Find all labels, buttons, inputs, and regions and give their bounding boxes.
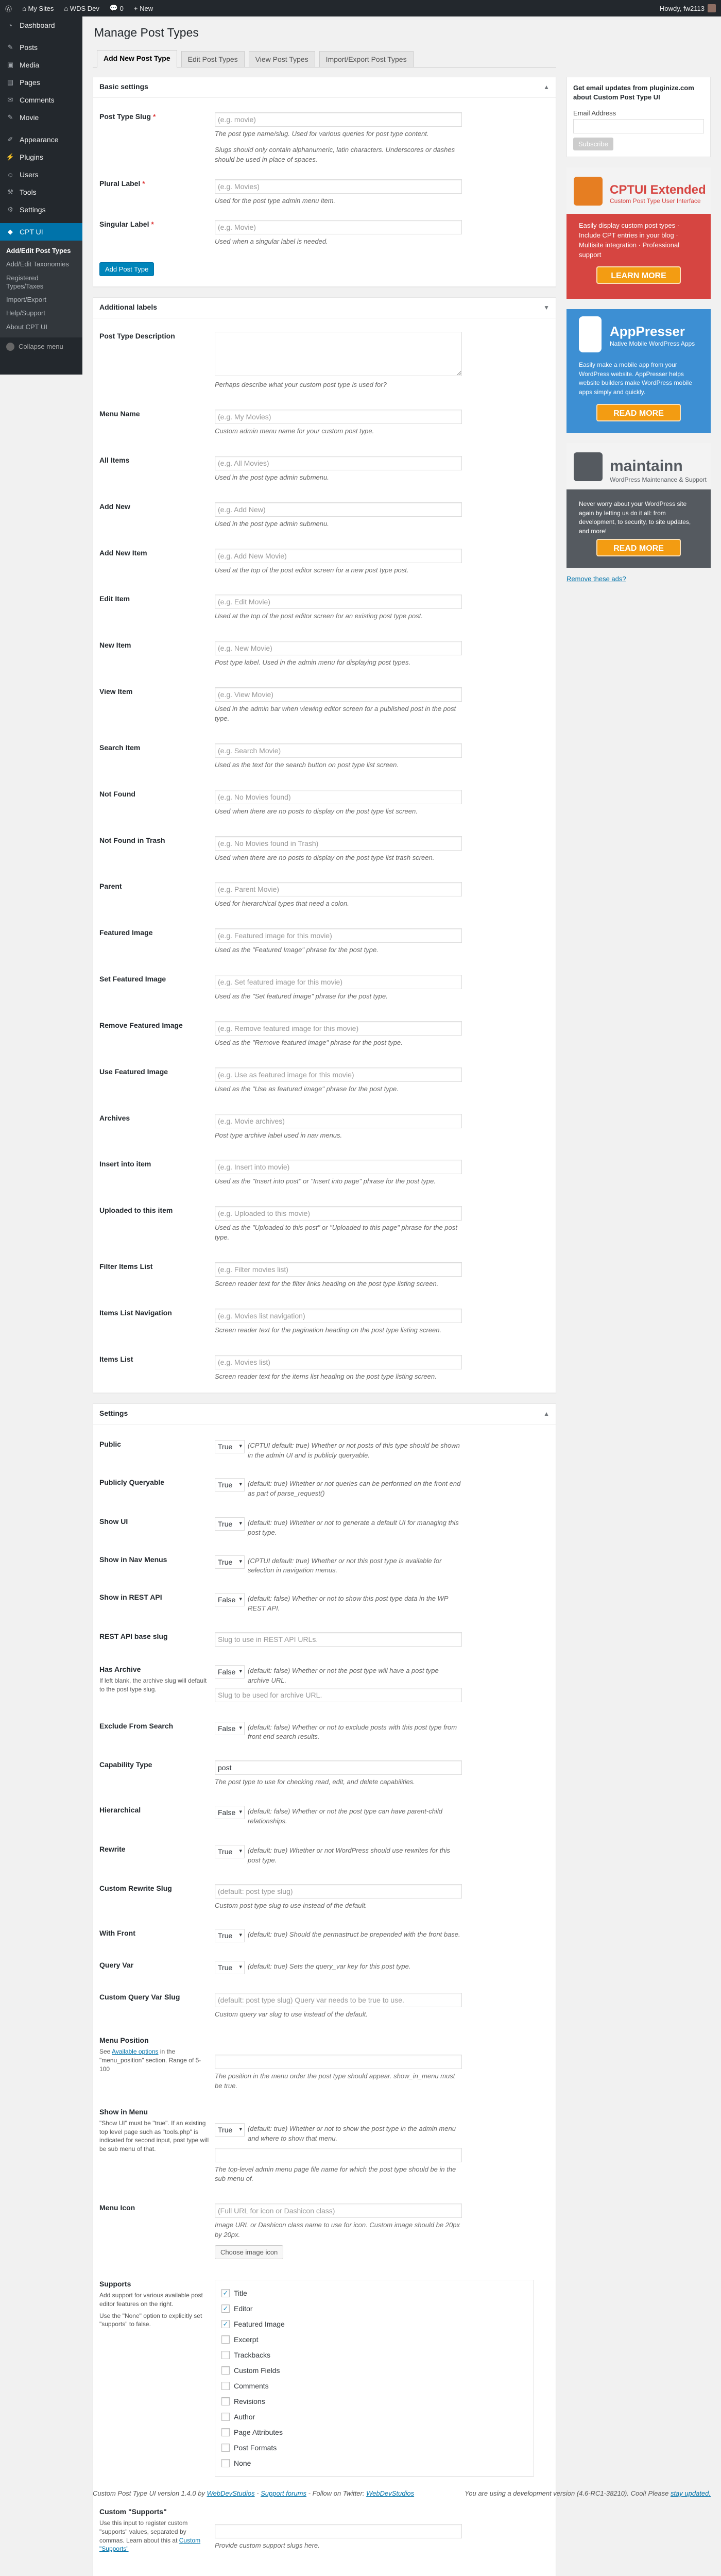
field-desc: Custom admin menu name for your custom post type. — [215, 427, 374, 435]
menu-label: Comments — [20, 96, 55, 104]
query-var-slug-input[interactable] — [215, 1993, 462, 2007]
checkbox-label: Page Attributes — [234, 2428, 283, 2436]
menu-cptui[interactable] — [0, 223, 82, 241]
home-icon: ⌂ — [64, 4, 70, 12]
checkbox-label: Custom Fields — [234, 2366, 280, 2375]
collapse-menu-button[interactable] — [0, 337, 82, 356]
field-label: Insert into item — [99, 1160, 151, 1168]
footer-version: You are using a development version (4.6-RC1-38210). Cool! Please stay updated. — [465, 2489, 711, 2497]
field-desc: Used at the top of the post editor screen for an existing post type post. — [215, 612, 423, 620]
field-label: Custom "Supports" Use this input to register custom "supports" values, separated by commas. Learn about this at Custom "Supports" — [99, 2507, 201, 2553]
checkbox-icon[interactable]: ✓ — [221, 2304, 230, 2313]
exclude-search-select[interactable]: False ▾ — [215, 1722, 245, 1735]
collapse-label: Collapse menu — [19, 343, 63, 351]
field-desc: Used as the "Set featured image" phrase for the post type. — [215, 992, 388, 1001]
menu-label: Media — [20, 61, 40, 69]
field-label: Show in Nav Menus — [99, 1555, 167, 1564]
field-label: Filter Items List — [99, 1262, 153, 1270]
footer — [93, 2489, 711, 2497]
subscribe-button[interactable]: Subscribe — [573, 138, 613, 150]
show-in-rest-select[interactable]: False ▾ — [215, 1593, 245, 1606]
field-label: Post Type Slug * — [99, 112, 156, 121]
supports-checkbox[interactable] — [221, 2347, 527, 2363]
field-desc: Image URL or Dashicon class name to use for icon. Custom image should be 20px by 20px. — [215, 2221, 460, 2239]
field-desc: (default: false) Whether or not to exclude posts with this post type from front end search results. — [248, 1723, 457, 1741]
field-label: All Items — [99, 455, 130, 464]
label-input[interactable] — [215, 1262, 462, 1277]
read-more-button[interactable]: READ MORE — [596, 404, 681, 421]
supports-checkbox[interactable] — [221, 2301, 527, 2316]
field-label: View Item — [99, 687, 133, 696]
basic-settings-title[interactable]: Basic settings — [93, 77, 556, 98]
field-desc: (CPTUI default: true) Whether or not this post type is available for selection in navigation menus. — [248, 1556, 442, 1574]
label-input[interactable] — [215, 1206, 462, 1221]
toggle-arrow-icon[interactable]: ▲ — [543, 83, 550, 91]
checkbox-icon[interactable]: ✓ — [221, 2289, 230, 2297]
hierarchical-select[interactable]: False ▾ — [215, 1806, 245, 1819]
comments-link[interactable] — [105, 0, 129, 16]
collapse-icon — [6, 343, 14, 351]
supports-checkbox[interactable] — [221, 2409, 527, 2425]
support-forums-link[interactable]: Support forums — [261, 2489, 307, 2497]
custom-supports-link[interactable]: Custom "Supports" — [99, 2536, 201, 2553]
field-desc: Post type label. Used in the admin menu for displaying post types. — [215, 658, 411, 667]
singular-label-input[interactable] — [215, 220, 462, 234]
additional-labels-box — [93, 297, 556, 1393]
capability-type-input[interactable] — [215, 1760, 462, 1775]
comment-icon: 💬 — [109, 4, 120, 12]
checkbox-icon[interactable] — [221, 2413, 230, 2421]
field-label: Exclude From Search — [99, 1721, 174, 1730]
has-archive-select[interactable]: False ▾ — [215, 1665, 245, 1679]
field-desc: Perhaps describe what your custom post type is used for? — [215, 381, 387, 389]
label-input[interactable] — [215, 502, 462, 517]
label-input[interactable] — [215, 975, 462, 989]
tab-add-new[interactable]: Add New Post Type — [97, 50, 177, 67]
submenu-add-edit-post-types[interactable]: Add/Edit Post Types — [6, 247, 71, 255]
menu-label: Plugins — [20, 153, 43, 161]
wp-logo-icon[interactable]: Ⓦ — [5, 5, 12, 13]
field-label: Show in REST API — [99, 1593, 162, 1602]
checkbox-label: Revisions — [234, 2397, 265, 2405]
menu-pages[interactable] — [0, 74, 82, 91]
checkbox-icon[interactable] — [221, 2459, 230, 2467]
label-input[interactable] — [215, 595, 462, 609]
checkbox-label: Featured Image — [234, 2319, 285, 2328]
main-column — [93, 77, 556, 2576]
field-label: Singular Label * — [99, 220, 154, 229]
settings-title[interactable]: Settings — [93, 1404, 556, 1425]
post-type-description-input[interactable] — [215, 332, 462, 376]
stay-updated-link[interactable]: stay updated. — [670, 2489, 711, 2497]
field-desc: Slugs should only contain alphanumeric, latin characters. Underscores or dashes should be used in place of spaces. — [215, 145, 455, 163]
menu-comments[interactable] — [0, 91, 82, 109]
add-post-type-button[interactable]: Add Post Type — [99, 262, 154, 276]
field-desc: (default: true) Whether or not to show the post type in the admin menu and where to show that menu. — [248, 2124, 456, 2142]
comments-count: 0 — [119, 4, 124, 12]
rewrite-slug-input[interactable] — [215, 1884, 462, 1899]
field-label: Custom Query Var Slug — [99, 1993, 180, 2002]
menu-appearance[interactable] — [0, 131, 82, 148]
menu-media[interactable] — [0, 56, 82, 74]
ad-apppresser[interactable]: AppPresser Native Mobile WordPress Apps Easily make a mobile app from your WordPress website. AppPresser helps website builders make WordPress mobile apps simply and quickly. READ MORE — [566, 309, 711, 433]
field-label: Menu Position See Available options in the "menu_position" section. Range of 5-100 — [99, 2036, 201, 2073]
post-type-slug-input[interactable] — [215, 112, 462, 127]
checkbox-icon[interactable]: ✓ — [221, 2320, 230, 2328]
supports-checkbox[interactable] — [221, 2363, 527, 2378]
checkbox-icon[interactable] — [221, 2351, 230, 2359]
submenu-import-export[interactable]: Import/Export — [6, 296, 47, 303]
menu-tools[interactable] — [0, 183, 82, 201]
menu-dashboard[interactable] — [0, 16, 82, 34]
tab-import-export[interactable]: Import/Export Post Types — [319, 51, 414, 67]
submenu-registered[interactable]: Registered Types/Taxes — [6, 274, 44, 290]
submenu-about[interactable]: About CPT UI — [6, 323, 47, 331]
supports-checkbox[interactable] — [221, 2394, 527, 2409]
field-label: Menu Icon — [99, 2204, 135, 2212]
field-desc: The post type to use for checking read, edit, and delete capabilities. — [215, 1778, 415, 1786]
checkbox-label: Editor — [234, 2304, 253, 2313]
field-desc: Used at the top of the post editor screen for a new post type post. — [215, 566, 409, 574]
menu-label: Appearance — [20, 135, 59, 144]
field-desc: (CPTUI default: true) Whether or not posts of this type should be shown in the admin UI and is publicly queryable. — [248, 1442, 460, 1460]
field-label: Hierarchical — [99, 1806, 141, 1815]
field-label: Plural Label * — [99, 179, 145, 188]
field-label: New Item — [99, 641, 131, 650]
field-desc: Used as the "Use as featured image" phrase for the post type. — [215, 1084, 399, 1093]
brush-icon: ✐ — [7, 135, 13, 143]
field-label: Use Featured Image — [99, 1067, 168, 1076]
settings-icon: ⚙ — [7, 206, 13, 213]
menu-plugins[interactable] — [0, 148, 82, 166]
field-label: Items List — [99, 1354, 133, 1363]
field-label: Show in Menu "Show UI" must be "true". If an existing top level page such as "tools.php" is indicated for second input, post type will be sub menu of that. — [99, 2107, 209, 2153]
field-desc: Used for hierarchical types that need a colon. — [215, 900, 349, 908]
supports-checkbox[interactable] — [221, 2332, 527, 2347]
field-desc: The post type name/slug. Used for various queries for post type content. — [215, 130, 429, 138]
field-label: Custom Rewrite Slug — [99, 1884, 172, 1892]
label-input[interactable] — [215, 456, 462, 470]
field-desc: Screen reader text for the pagination heading on the post type listing screen. — [215, 1326, 442, 1334]
site-name: WDS Dev — [70, 4, 99, 12]
checkbox-label: Title — [234, 2289, 247, 2297]
rest-base-input[interactable] — [215, 1632, 462, 1647]
remove-ads-link[interactable]: Remove these ads? — [566, 575, 626, 583]
field-label: With Front — [99, 1929, 135, 1938]
field-label: REST API base slug — [99, 1632, 168, 1640]
field-desc: Used as the text for the search button on post type list screen. — [215, 760, 399, 769]
field-label: Supports Add support for various available post editor features on the right. Use the "None" option to explicitly set "supports" to false. — [99, 2279, 203, 2328]
menu-label: Users — [20, 171, 39, 179]
newsletter-box — [566, 77, 711, 157]
field-desc: Screen reader text for the filter links heading on the post type listing screen. — [215, 1279, 439, 1287]
custom-supports-input[interactable] — [215, 2524, 462, 2538]
field-label: Query Var — [99, 1961, 134, 1970]
choose-image-icon-button[interactable]: Choose image icon — [215, 2245, 283, 2259]
basic-settings-box — [93, 77, 556, 287]
dashboard-icon: ◔ — [8, 21, 12, 29]
query-var-select[interactable]: True ▾ — [215, 1961, 245, 1974]
tab-bar — [93, 48, 556, 67]
site-name-link[interactable] — [59, 0, 105, 16]
label-input[interactable] — [215, 790, 462, 804]
show-in-menu-select[interactable]: True ▾ — [215, 2123, 245, 2137]
publicly-queryable-select[interactable]: True ▾ — [215, 1478, 245, 1492]
field-desc: Used when there are no posts to display on the post type list trash screen. — [215, 853, 435, 861]
checkbox-label: None — [234, 2459, 251, 2467]
menu-label: CPT UI — [20, 228, 43, 236]
checkbox-icon[interactable] — [221, 2382, 230, 2390]
cptui-submenu — [0, 241, 82, 337]
field-desc: Used as the "Insert into post" or "Insert into page" phrase for the post type. — [215, 1177, 436, 1185]
field-desc: Used as the "Featured Image" phrase for the post type. — [215, 946, 379, 954]
checkbox-label: Post Formats — [234, 2443, 277, 2452]
menu-posts[interactable] — [0, 39, 82, 56]
checkbox-label: Comments — [234, 2381, 269, 2390]
label-input[interactable] — [215, 410, 462, 424]
field-desc: (default: false) Whether or not to show this post type data in the WP REST API. — [248, 1595, 448, 1613]
newsletter-text: Get email updates from pluginize.com about Custom Post Type UI — [573, 84, 694, 101]
field-desc: (default: false) Whether or not the post type can have parent-child relationships. — [248, 1807, 442, 1825]
field-label: Has Archive If left blank, the archive slug will default to the post type slug. — [99, 1665, 207, 1693]
users-icon: ☺ — [7, 171, 14, 179]
field-label: Add New Item — [99, 548, 147, 557]
checkbox-icon[interactable] — [221, 2428, 230, 2436]
field-label: Rewrite — [99, 1844, 126, 1853]
menu-settings[interactable] — [0, 201, 82, 218]
admin-bar — [0, 0, 721, 16]
with-front-select[interactable]: True ▾ — [215, 1929, 245, 1942]
field-desc: Custom query var slug to use instead of the default. — [215, 2010, 368, 2019]
field-desc: Used when there are no posts to display on the post type list screen. — [215, 807, 418, 815]
page-title: Manage Post Types — [94, 26, 199, 39]
phone-icon — [579, 316, 602, 352]
field-label: Edit Item — [99, 595, 130, 603]
toggle-arrow-icon[interactable]: ▼ — [543, 304, 550, 312]
pin-icon: ✎ — [7, 113, 13, 121]
menu-users[interactable] — [0, 166, 82, 183]
label-input[interactable] — [215, 1114, 462, 1128]
menu-movie[interactable] — [0, 109, 82, 126]
field-desc: (default: true) Whether or not queries can be performed on the front end as part of parse_request() — [248, 1480, 461, 1497]
menu-label: Dashboard — [20, 21, 55, 29]
field-desc: Used for the post type admin menu item. — [215, 196, 336, 205]
avatar — [708, 4, 716, 12]
field-label: Publicly Queryable — [99, 1478, 165, 1487]
archive-slug-input[interactable] — [215, 1688, 462, 1702]
media-icon: ▣ — [7, 61, 14, 69]
supports-checkbox-list — [215, 2280, 534, 2477]
ad-maintainn[interactable]: maintainn WordPress Maintenance & Support Never worry about your WordPress site again by letting us do it all: from development, to security, to site updates, and more! READ MORE — [566, 443, 711, 568]
cptui-logo-icon — [574, 177, 603, 206]
supports-checkbox[interactable] — [221, 2378, 527, 2394]
checkbox-icon[interactable] — [221, 2397, 230, 2405]
twitter-link[interactable]: WebDevStudios — [366, 2489, 415, 2497]
checkbox-icon[interactable] — [221, 2335, 230, 2344]
show-in-nav-select[interactable]: True ▾ — [215, 1555, 245, 1569]
field-label: Search Item — [99, 743, 141, 752]
supports-checkbox[interactable] — [221, 2455, 527, 2471]
menu-label: Tools — [20, 188, 37, 196]
submenu-help-support[interactable]: Help/Support — [6, 309, 45, 317]
learn-more-button[interactable]: LEARN MORE — [596, 266, 681, 284]
cptui-icon: ◆ — [8, 228, 13, 235]
checkbox-label: Excerpt — [234, 2335, 259, 2344]
label-input[interactable] — [215, 1309, 462, 1323]
howdy-text: Howdy, fw2113 — [660, 4, 705, 12]
supports-checkbox[interactable] — [221, 2440, 527, 2455]
field-label: Uploaded to this item — [99, 1206, 173, 1215]
field-desc: (default: false) Whether or not the post type will have a post type archive URL. — [248, 1666, 439, 1684]
email-label: Email Address — [573, 109, 616, 117]
field-desc: Used in the admin bar when viewing editor screen for a published post in the post type. — [215, 705, 456, 722]
sidebar — [566, 77, 711, 583]
maintainn-logo-icon — [574, 452, 603, 481]
menu-label: Posts — [20, 43, 38, 52]
checkbox-icon[interactable] — [221, 2366, 230, 2375]
field-label: Featured Image — [99, 928, 153, 937]
menu-label: Settings — [20, 206, 46, 214]
plural-label-input[interactable] — [215, 179, 462, 194]
checkbox-label: Trackbacks — [234, 2350, 271, 2359]
tab-edit[interactable]: Edit Post Types — [181, 51, 245, 67]
menu-label: Movie — [20, 113, 39, 122]
footer-credits: Custom Post Type UI version 1.4.0 by WebDevStudios - Support forums - Follow on Twitter: WebDevStudios — [93, 2489, 415, 2497]
field-label: Archives — [99, 1113, 130, 1122]
field-desc: (default: true) Should the permastruct be prepended with the front base. — [248, 1930, 460, 1939]
settings-box — [93, 1403, 556, 2576]
label-input[interactable] — [215, 1355, 462, 1369]
field-desc: The position in the menu order the post type should appear. show_in_menu must be true. — [215, 2072, 455, 2090]
plugin-icon: ⚡ — [6, 153, 15, 161]
new-link[interactable] — [129, 0, 158, 16]
supports-checkbox[interactable] — [221, 2285, 527, 2301]
wrench-icon: ⚒ — [7, 188, 13, 196]
field-desc: Custom post type slug to use instead of the default. — [215, 1901, 367, 1909]
field-label: Public — [99, 1440, 122, 1449]
field-desc: Used in the post type admin submenu. — [215, 519, 329, 528]
menu-label: Pages — [20, 78, 40, 87]
public-select[interactable]: True ▾ — [215, 1440, 245, 1453]
field-label: Show UI — [99, 1517, 128, 1526]
admin-menu — [0, 16, 82, 375]
field-desc: (default: true) Whether or not to generate a default UI for managing this post type. — [248, 1518, 459, 1536]
field-desc: Used as the "Uploaded to this post" or "Uploaded to this page" phrase for the post type. — [215, 1224, 457, 1242]
read-more-button[interactable]: READ MORE — [596, 539, 681, 556]
label-input[interactable] — [215, 743, 462, 758]
menu-icon-input[interactable] — [215, 2204, 462, 2218]
field-desc: Used as the "Remove featured image" phrase for the post type. — [215, 1038, 403, 1046]
my-sites-label: My Sites — [28, 4, 54, 12]
rewrite-select[interactable]: True ▾ — [215, 1845, 245, 1858]
label-input[interactable] — [215, 641, 462, 655]
field-label: Not Found — [99, 789, 135, 798]
field-label: Add New — [99, 502, 130, 511]
field-label: Set Featured Image — [99, 975, 166, 984]
checkbox-label: Author — [234, 2412, 255, 2421]
checkbox-icon[interactable] — [221, 2444, 230, 2452]
my-sites-link[interactable] — [17, 0, 59, 16]
field-desc: Screen reader text for the items list heading on the post type listing screen. — [215, 1372, 437, 1380]
field-desc: Used when a singular label is needed. — [215, 238, 328, 246]
email-input[interactable] — [573, 119, 704, 133]
new-label: New — [140, 4, 153, 12]
label-input[interactable] — [215, 836, 462, 851]
field-label: Post Type Description — [99, 332, 175, 341]
field-label: Menu Name — [99, 410, 140, 418]
webdevstudios-link[interactable]: WebDevStudios — [207, 2489, 255, 2497]
field-desc: The top-level admin menu page file name for which the post type should be in the sub menu of. — [215, 2165, 456, 2183]
field-label: Parent — [99, 882, 122, 891]
label-input[interactable] — [215, 1067, 462, 1082]
label-input[interactable] — [215, 687, 462, 702]
label-input[interactable] — [215, 549, 462, 563]
field-label: Capability Type — [99, 1760, 152, 1769]
field-desc: Provide custom support slugs here. — [215, 2541, 320, 2549]
plus-icon: + — [133, 4, 140, 12]
show-ui-select[interactable]: True ▾ — [215, 1517, 245, 1531]
toggle-arrow-icon[interactable]: ▲ — [543, 1410, 550, 1418]
field-desc: Used in the post type admin submenu. — [215, 473, 329, 481]
additional-labels-title[interactable]: Additional labels — [93, 298, 556, 318]
field-desc: Post type archive label used in nav menus. — [215, 1131, 342, 1139]
field-desc: (default: true) Whether or not WordPress should use rewrites for this post type. — [248, 1846, 451, 1864]
label-input[interactable] — [215, 882, 462, 896]
label-input[interactable] — [215, 928, 462, 943]
supports-checkbox[interactable] — [221, 2316, 527, 2332]
field-desc: (default: true) Sets the query_var key for this post type. — [248, 1962, 411, 1971]
submenu-add-edit-taxonomies[interactable]: Add/Edit Taxonomies — [6, 260, 69, 268]
show-in-menu-string-input[interactable] — [215, 2148, 462, 2162]
page-icon: ▤ — [7, 78, 14, 86]
menu-position-input[interactable] — [215, 2055, 462, 2069]
label-input[interactable] — [215, 1021, 462, 1036]
account-menu[interactable] — [655, 0, 721, 16]
label-input[interactable] — [215, 1160, 462, 1174]
comment-icon: ✉ — [7, 96, 13, 104]
available-options-link[interactable]: Available options — [112, 2048, 159, 2056]
supports-checkbox[interactable] — [221, 2425, 527, 2440]
field-label: Remove Featured Image — [99, 1021, 183, 1029]
field-label: Not Found in Trash — [99, 836, 165, 844]
pin-icon: ✎ — [7, 43, 13, 51]
my-sites-icon: ⌂ — [22, 4, 28, 12]
field-label: Items List Navigation — [99, 1308, 172, 1317]
tab-view[interactable]: View Post Types — [249, 51, 315, 67]
ad-cptui-extended[interactable]: CPTUI Extended Custom Post Type User Interface Easily display custom post types · Include CPT entries in your blog · Multisite integration · Professional support LEARN MORE — [566, 167, 711, 299]
